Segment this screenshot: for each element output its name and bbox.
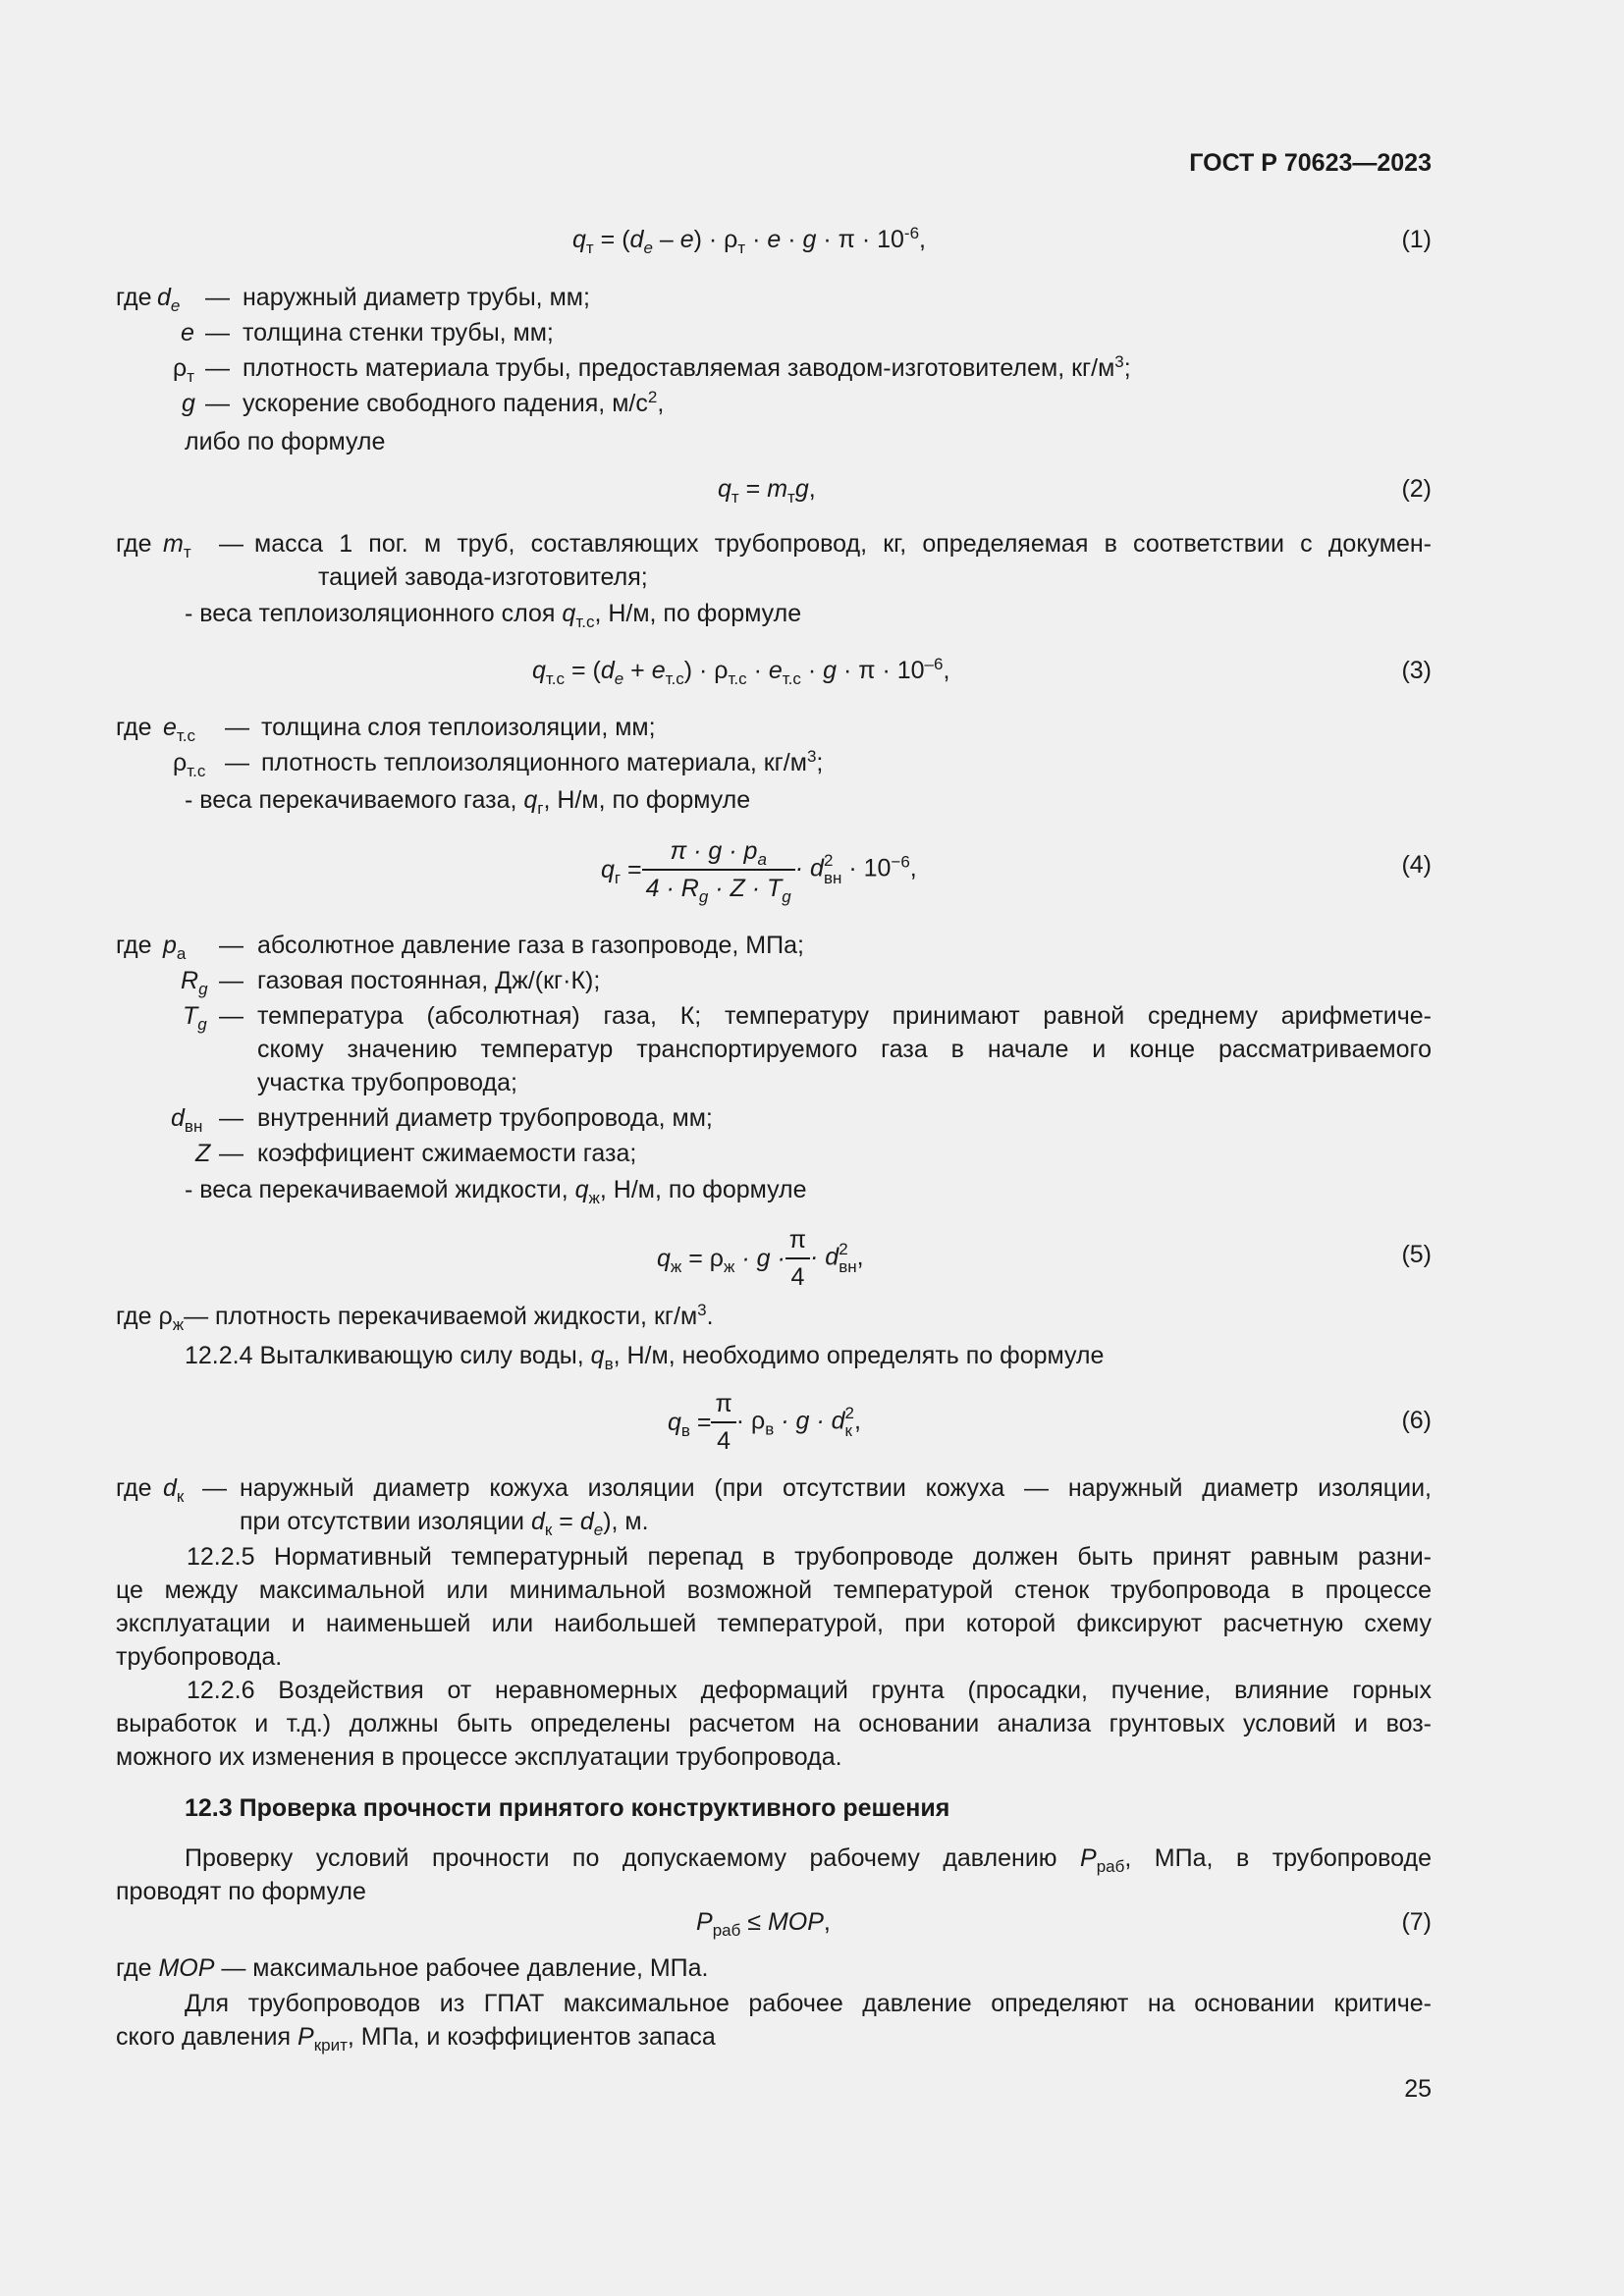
legend-symbol: $p_a$ bbox=[163, 932, 187, 963]
paragraph-text: либо по формуле bbox=[185, 428, 386, 455]
legend-dash: — bbox=[205, 390, 230, 417]
legend-symbol: $\rho_{т.с}$ bbox=[173, 749, 206, 780]
where-prefix: где bbox=[116, 714, 152, 741]
legend-symbol: $d_к$ bbox=[163, 1474, 185, 1506]
clause-12-2-6-line: выработок и т.д.) должны быть определены расчетом на основании анализа грунтовых условий и воз- bbox=[116, 1710, 1432, 1737]
equation-4-number: (4) bbox=[1401, 851, 1432, 879]
legend-text: внутренний диаметр трубопровода, мм; bbox=[257, 1104, 713, 1132]
legend-dash: — bbox=[225, 749, 249, 776]
paragraph-line: Проверку условий прочности по допускаемому рабочему давлению $P_{раб}$, МПа, в трубопроводе bbox=[185, 1844, 1432, 1876]
legend-symbol: $e_{т.с}$ bbox=[163, 714, 196, 745]
legend-dash: — bbox=[219, 932, 244, 959]
page-number: 25 bbox=[1404, 2075, 1432, 2103]
list-item: - веса перекачиваемой жидкости, $q_ж$, Н/м, по формуле bbox=[185, 1176, 807, 1207]
clause-12-2-6-line: можного их изменения в процессе эксплуатации трубопровода. bbox=[116, 1743, 842, 1771]
equation-7: $P_{раб}$ ≤ MOP, bbox=[696, 1908, 831, 1940]
where-prefix: где bbox=[116, 932, 152, 959]
clause-12-2-5-line: трубопровода. bbox=[116, 1643, 283, 1671]
fraction: $\frac{\pi}{4}$ bbox=[785, 1225, 810, 1292]
legend-dash: — bbox=[219, 1140, 244, 1167]
legend-symbol: $T_g$ bbox=[183, 1002, 207, 1034]
equation-5-number: (5) bbox=[1401, 1241, 1432, 1268]
equation-3: $q_{т.с} = (d_e + e_{т.с}) \cdot \rho_{т.с} \cdot e_{т.с} \cdot g \cdot \pi \cdot 10^{-6}$, bbox=[532, 655, 950, 688]
legend-dash: — bbox=[219, 967, 244, 994]
clause-12-2-5-line: це между максимальной или минимальной возможной температурой стенок трубопровода в процессе bbox=[116, 1576, 1432, 1604]
legend-dash: — bbox=[225, 714, 249, 741]
legend-dash: — bbox=[205, 354, 230, 382]
equation-1-number: (1) bbox=[1401, 226, 1432, 253]
legend-symbol: $\rho_т$ bbox=[173, 354, 195, 386]
legend-text: ускорение свободного падения, $м/с^2$, bbox=[243, 388, 665, 417]
legend-symbol: e bbox=[181, 319, 194, 347]
legend-dash: — bbox=[205, 319, 230, 347]
legend-dash: — bbox=[219, 530, 244, 558]
paragraph-line: ского давления $P_{крит}$, МПа, и коэффициентов запаса bbox=[116, 2023, 716, 2055]
legend-dash: — bbox=[219, 1002, 244, 1030]
equation-4: $q_г$ = $\frac{\pi \cdot g \cdot p_a}{4 \cdot R_g \cdot Z \cdot T_g}$ · d 2 вн · $10^{-6}$, bbox=[601, 837, 917, 906]
fraction: $\frac{\pi}{4}$ bbox=[711, 1389, 735, 1456]
clause-12-2-5-line: эксплуатации и наименьшей или наибольшей температурой, при которой фиксируют расчетную схему bbox=[116, 1610, 1432, 1637]
fraction: $\frac{\pi \cdot g \cdot p_a}{4 \cdot R_g \cdot Z \cdot T_g}$ bbox=[642, 836, 795, 903]
legend-dash: — bbox=[219, 1104, 244, 1132]
paragraph-line: проводят по формуле bbox=[116, 1878, 366, 1905]
equation-7-number: (7) bbox=[1401, 1908, 1432, 1936]
equation-1: $q_т = (d_e - e) \cdot \rho_т \cdot e \cdot g \cdot \pi \cdot 10^{-6}$, bbox=[572, 224, 926, 257]
equation-3-number: (3) bbox=[1401, 657, 1432, 684]
legend-dash: — bbox=[202, 1474, 227, 1502]
legend-symbol: g bbox=[182, 390, 195, 417]
equation-2-number: (2) bbox=[1401, 475, 1432, 503]
legend-dash: — bbox=[205, 284, 230, 311]
section-heading: 12.3 Проверка прочности принятого конструктивного решения bbox=[185, 1794, 950, 1822]
legend-text: плотность материала трубы, предоставляемая заводом-изготовителем, $кг/м^3$; bbox=[243, 352, 1131, 382]
where-prefix: где bbox=[116, 284, 152, 311]
equation-6-number: (6) bbox=[1401, 1407, 1432, 1434]
legend-symbol: $m_т$ bbox=[163, 530, 191, 561]
legend-symbol: $R_g$ bbox=[181, 967, 208, 998]
equation-5: $q_ж = \rho_ж \cdot g$ · $\frac{\pi}{4}$ · d 2 вн , bbox=[657, 1226, 864, 1291]
list-item: - веса теплоизоляционного слоя $q_{т.с}$, Н/м, по формуле bbox=[185, 600, 802, 631]
clause-12-2-6-line: 12.2.6 Воздействия от неравномерных деформаций грунта (просадки, пучение, влияние горных bbox=[187, 1677, 1432, 1704]
legend-symbol: $d_e$ bbox=[157, 284, 181, 315]
legend-symbol: Z bbox=[195, 1140, 211, 1167]
equation-6: $q_в$ = $\frac{\pi}{4}$ · $\rho_в \cdot g \cdot d$ 2 к , bbox=[668, 1390, 861, 1455]
where-prefix: где bbox=[116, 530, 152, 558]
equation-2: $q_т = m_тg$, bbox=[718, 475, 816, 507]
legend-text: участка трубопровода; bbox=[257, 1069, 517, 1096]
legend-text: толщина слоя теплоизоляции, мм; bbox=[261, 714, 656, 741]
legend-text: наружный диаметр кожуха изоляции (при отсутствии кожуха — наружный диаметр изоляции, bbox=[240, 1474, 1432, 1502]
clause-12-2-4: 12.2.4 Выталкивающую силу воды, $q_в$, Н/м, необходимо определять по формуле bbox=[185, 1342, 1105, 1373]
legend-text: коэффициент сжимаемости газа; bbox=[257, 1140, 637, 1167]
legend-line: где MOP — максимальное рабочее давление, МПа. bbox=[116, 1954, 709, 1982]
legend-text: температура (абсолютная) газа, К; температуру принимают равной среднему арифметиче- bbox=[257, 1002, 1432, 1030]
legend-symbol: $d_{вн}$ bbox=[171, 1104, 203, 1136]
list-item: - веса перекачиваемого газа, $q_г$, Н/м, по формуле bbox=[185, 786, 751, 818]
legend-text: при отсутствии изоляции $d_к = d_e$), м. bbox=[240, 1508, 649, 1539]
legend-text: абсолютное давление газа в газопроводе, МПа; bbox=[257, 932, 804, 959]
standard-designation: ГОСТ Р 70623—2023 bbox=[1189, 149, 1432, 177]
legend-text: тацией завода-изготовителя; bbox=[318, 563, 648, 591]
paragraph-line: Для трубопроводов из ГПАТ максимальное рабочее давление определяют на основании критиче- bbox=[185, 1990, 1432, 2017]
legend-text: толщина стенки трубы, мм; bbox=[243, 319, 554, 347]
legend-text: плотность теплоизоляционного материала, $кг/м^3$; bbox=[261, 747, 824, 776]
legend-text: газовая постоянная, Дж/(кг·К); bbox=[257, 967, 601, 994]
legend-text: скому значению температур транспортируемого газа в начале и конце рассматриваемого bbox=[257, 1036, 1432, 1063]
legend-line: где $\rho_ж—$ плотность перекачиваемой жидкости, $кг/м^3$. bbox=[116, 1301, 714, 1334]
legend-text: масса 1 пог. м труб, составляющих трубопровод, кг, определяемая в соответствии с докумен- bbox=[254, 530, 1432, 558]
legend-text: наружный диаметр трубы, мм; bbox=[243, 284, 590, 311]
where-prefix: где bbox=[116, 1474, 152, 1502]
clause-12-2-5-line: 12.2.5 Нормативный температурный перепад в трубопроводе должен быть принят равным разни- bbox=[187, 1543, 1432, 1571]
